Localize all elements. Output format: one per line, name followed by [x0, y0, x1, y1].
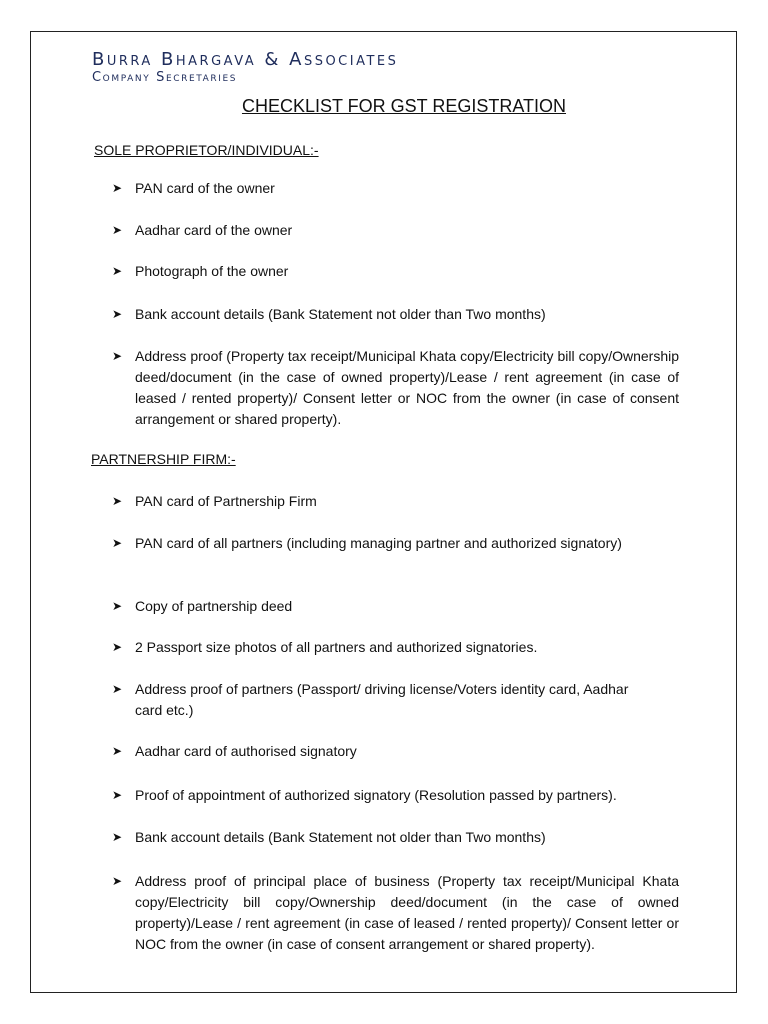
list-item-text: Aadhar card of authorised signatory: [135, 743, 357, 759]
list-item-text: Address proof (Property tax receipt/Municipal Khata copy/Electricity bill copy/Ownership deed/document (in the case of owned property)/Lease / rent agreement (in case of leased / rented property)/ Consent letter or NOC from the owner (in case of consent arrangement or shared property).: [135, 348, 679, 427]
page-frame: [30, 31, 737, 993]
arrowhead-bullet-icon: ➤: [112, 599, 123, 613]
list-item: [112, 304, 679, 325]
arrowhead-bullet-icon: ➤: [112, 181, 123, 195]
section-heading-sole-proprietor: SOLE PROPRIETOR/INDIVIDUAL:-: [94, 142, 319, 158]
arrowhead-bullet-icon: ➤: [112, 744, 123, 758]
list-item: [112, 596, 679, 617]
list-item: [112, 785, 679, 806]
arrowhead-bullet-icon: ➤: [112, 788, 123, 802]
list-item: [112, 261, 679, 282]
arrowhead-bullet-icon: ➤: [112, 536, 123, 550]
firm-header: [92, 50, 398, 85]
arrowhead-bullet-icon: ➤: [112, 494, 123, 508]
section-heading-partnership-firm: PARTNERSHIP FIRM:-: [91, 451, 236, 467]
list-item: [112, 827, 679, 848]
list-item: [112, 533, 632, 554]
list-item: [112, 220, 679, 241]
arrowhead-bullet-icon: ➤: [112, 830, 123, 844]
list-item-text: Address proof of principal place of business (Property tax receipt/Municipal Khata copy/Electricity bill copy/Ownership deed/document (in the case of owned property)/Lease / rent agreement (in case of leased / rented property)/ Consent letter or NOC from the owner (in case of consent arrangement or shared property).: [135, 873, 679, 952]
list-item: [112, 679, 652, 721]
list-item-text: 2 Passport size photos of all partners and authorized signatories.: [135, 639, 538, 655]
list-item-text: Proof of appointment of authorized signatory (Resolution passed by partners).: [135, 787, 617, 803]
firm-name: Burra Bhargava & Associates: [92, 49, 399, 70]
list-item-text: PAN card of the owner: [135, 180, 275, 196]
document-title: CHECKLIST FOR GST REGISTRATION: [241, 96, 567, 116]
list-item-text: Copy of partnership deed: [135, 598, 293, 614]
arrowhead-bullet-icon: ➤: [112, 874, 123, 888]
list-item: [112, 346, 679, 430]
arrowhead-bullet-icon: ➤: [112, 640, 123, 654]
arrowhead-bullet-icon: ➤: [112, 307, 123, 321]
list-item-text: Photograph of the owner: [135, 263, 289, 279]
list-item: [112, 178, 679, 199]
list-item: [112, 491, 679, 512]
list-item-text: PAN card of all partners (including managing partner and authorized signatory): [135, 535, 622, 551]
arrowhead-bullet-icon: ➤: [112, 223, 123, 237]
list-item-text: PAN card of Partnership Firm: [135, 493, 317, 509]
list-item: [112, 741, 679, 762]
list-item-text: Aadhar card of the owner: [135, 222, 293, 238]
arrowhead-bullet-icon: ➤: [112, 349, 123, 363]
firm-subtitle: Company Secretaries: [92, 70, 238, 85]
list-item-text: Bank account details (Bank Statement not older than Two months): [135, 306, 546, 322]
list-item: [112, 871, 679, 955]
list-item-text: Bank account details (Bank Statement not older than Two months): [135, 829, 546, 845]
arrowhead-bullet-icon: ➤: [112, 264, 123, 278]
list-item: [112, 637, 679, 658]
arrowhead-bullet-icon: ➤: [112, 682, 123, 696]
list-item-text: Address proof of partners (Passport/ driving license/Voters identity card, Aadhar card etc.): [135, 681, 629, 718]
